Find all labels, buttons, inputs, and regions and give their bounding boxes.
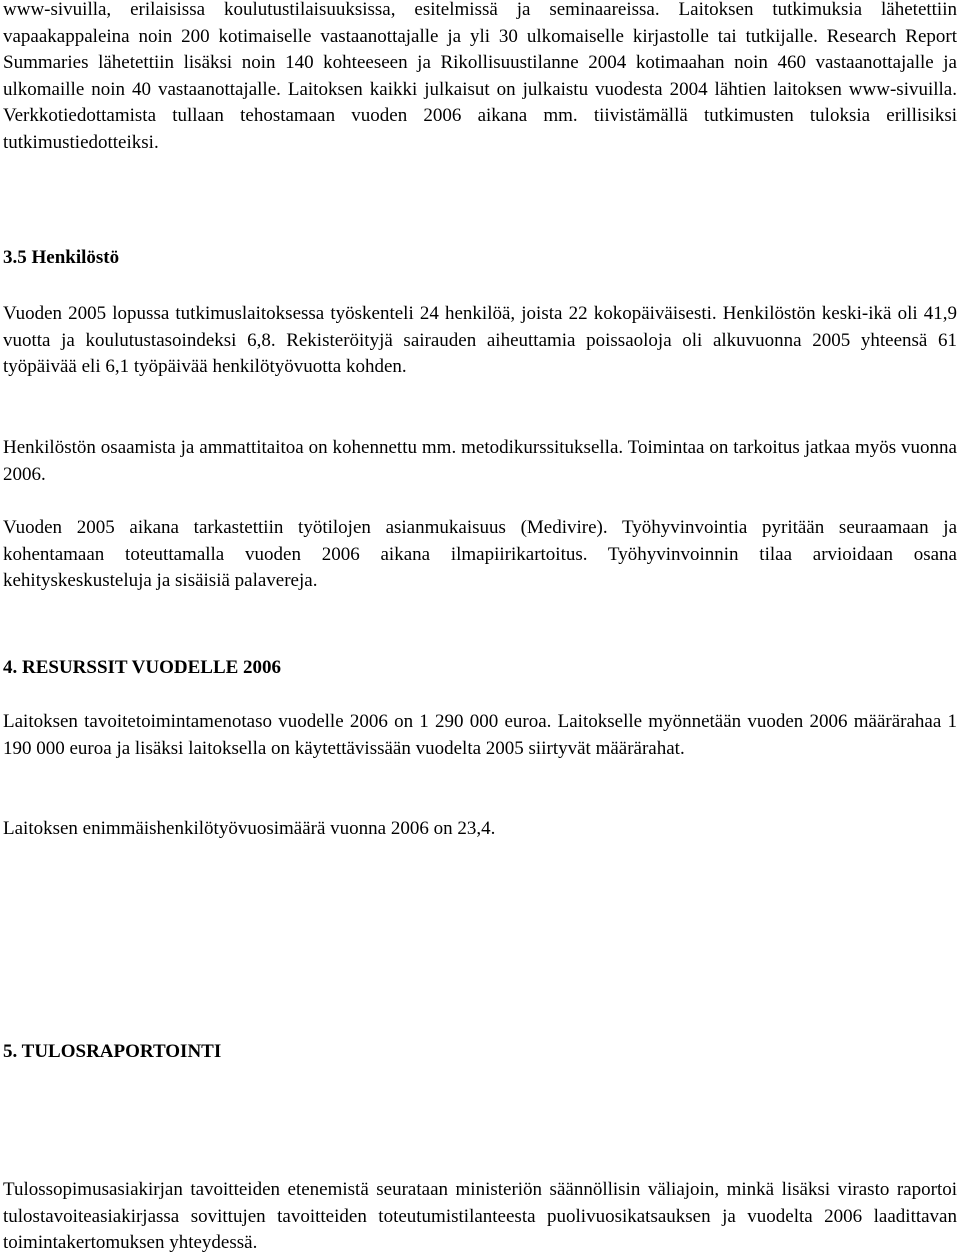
section-4-heading: 4. RESURSSIT VUODELLE 2006 [3,657,282,678]
section-4-paragraph-budget: Laitoksen tavoitetoimintamenotaso vuodelle 2006 on 1 290 000 euroa. Laitokselle myönnetään vuoden 2006 määrärahaa 1 190 000 euroa ja lisäksi laitoksella on käytettävissään vuodelta 2005 siirtyvät määrärahat. [3,711,957,759]
section-5-paragraph-reporting: Tulossopimusasiakirjan tavoitteiden etenemistä seurataan ministeriön säännöllisin väliajoin, minkä lisäksi virasto raportoi tulostavoiteasiakirjassa sovittujen tavoitteiden toteutumistilanteesta puolivuosikatsauksen ja vuodelta 2006 laadittavan toimintakertomuksen yhteydessä. [3,1179,957,1253]
section-3-5-paragraph-staff-count: Vuoden 2005 lopussa tutkimuslaitoksessa työskenteli 24 henkilöä, joista 22 kokopäiväisesti. Henkilöstön keski-ikä oli 41,9 vuotta ja koulutustasoindeksi 6,8. Rekisteröityjä sairauden aiheuttamia poissaoloja oli alkuvuonna 2005 yhteensä 61 työpäivää eli 6,1 työpäivää henkilötyövuotta kohden. [3,303,957,377]
intro-paragraph: www-sivuilla, erilaisissa koulutustilaisuuksissa, esitelmissä ja seminaareissa. Laitoksen tutkimuksia lähetettiin vapaakappaleina noin 200 kotimaiselle vastaanottajalle ja yli 30 ulkomaiselle kirjastolle tai tutkijalle. Research Report Summaries lähetettiin lisäksi noin 140 kohteeseen ja Rikollisuustilanne 2004 kotimaahan noin 460 vastaanottajalle ja ulkomaille noin 40 vastaanottajalle. Laitoksen kaikki julkaisut on julkaistu vuodesta 2004 lähtien laitoksen www-sivuilla. Verkkotiedottamista tullaan tehostamaan vuoden 2006 aikana mm. tiivistämällä tutkimusten tuloksia erillisiksi tutkimustiedotteiksi. [3,0,957,153]
section-4-paragraph-person-years: Laitoksen enimmäishenkilötyövuosimäärä vuonna 2006 on 23,4. [3,818,496,839]
section-3-5-paragraph-competence: Henkilöstön osaamista ja ammattitaitoa on kohennettu mm. metodikurssituksella. Toimintaa on tarkoitus jatkaa myös vuonna 2006. [3,437,957,485]
section-3-5-paragraph-wellbeing: Vuoden 2005 aikana tarkastettiin työtilojen asianmukaisuus (Medivire). Työhyvinvointia pyritään seuraamaan ja kohentamaan toteuttamalla vuoden 2006 aikana ilmapiirikartoitus. Työhyvinvoinnin tilaa arvioidaan osana kehityskeskusteluja ja sisäisiä palavereja. [3,517,957,591]
section-3-5-heading: 3.5 Henkilöstö [3,247,120,268]
section-5-heading: 5. TULOSRAPORTOINTI [3,1041,222,1062]
